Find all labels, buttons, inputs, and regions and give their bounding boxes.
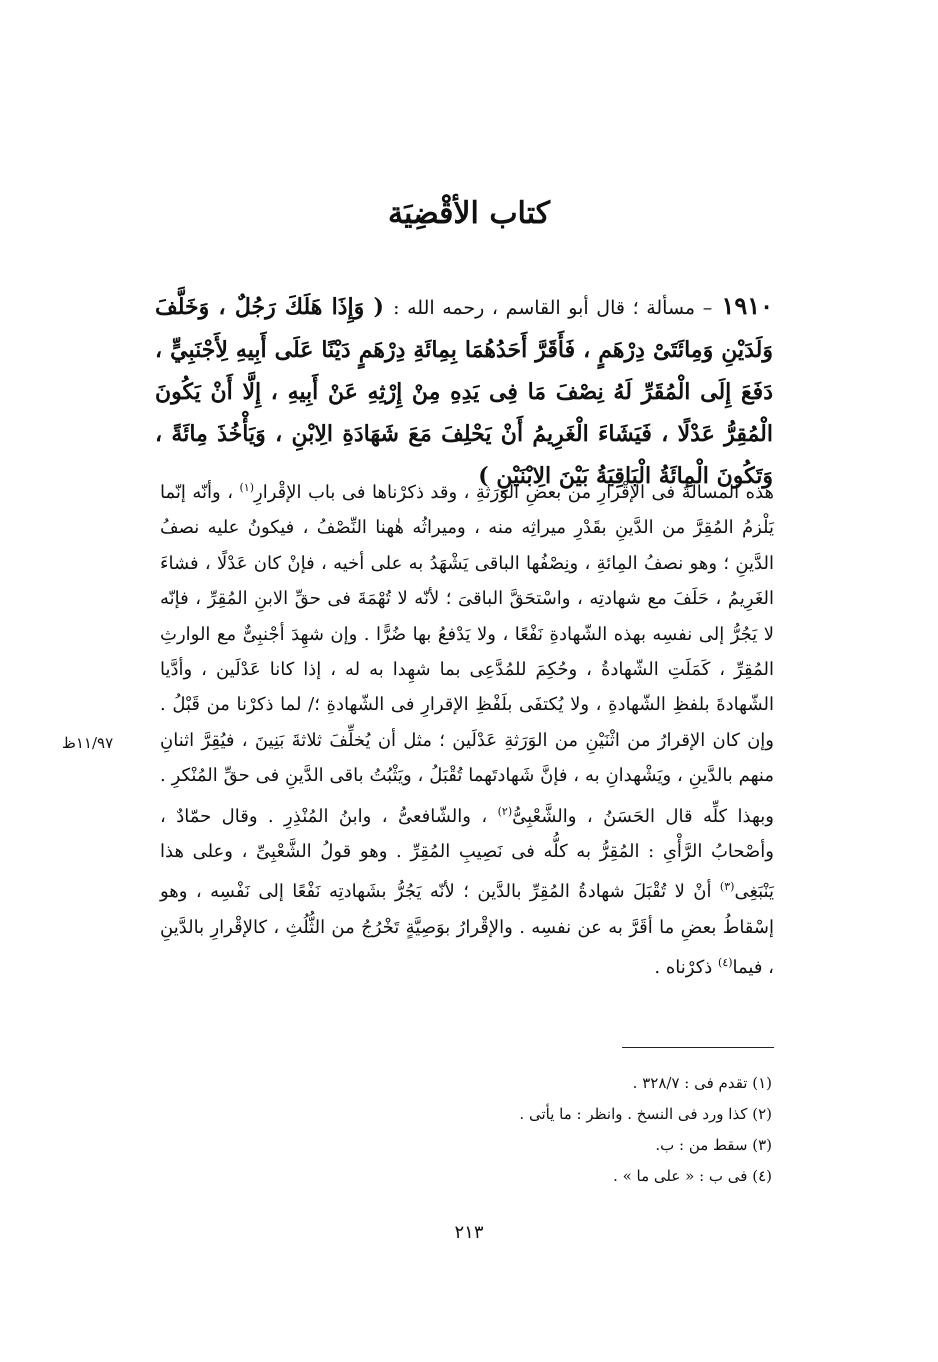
masala-paragraph [155, 285, 773, 497]
footnote-3: (٣) سقط من : ب. [655, 1136, 772, 1154]
footnotes [300, 1068, 772, 1192]
masala-number: ١٩١٠ [721, 291, 773, 320]
commentary-part-1: هذه المسألةُ فى الإقْرارِ من بعضِ الورَثةِ ، وقد ذكرْناها فى باب الإقْرارِ [254, 482, 775, 503]
footnote-ref-3: (٣) [719, 880, 735, 894]
footnote-divider [622, 1047, 774, 1048]
footnote-2: (٢) كذا ورد فى النسخ . وانظر : ما يأتى . [519, 1105, 772, 1123]
footnote-1: (١) تقدم فى : ٣٢٨/٧ . [632, 1074, 772, 1092]
commentary-part-4: أنْ لا تُقْبَلَ شهادةُ المُقِرِّ بالدَّين ؛ لأنّه يَجُرُّ بشَهادتِه نَفْعًا إلى نَفْسِه ، وهو إسْقاطُ بعضِ ما أقَرَّ به عن نفسِه . والإقْرارُ بوَصِيَّةٍ تَخْرُجُ من الثُّلُثِ ، كالإقْرارِ بالدَّينِ ، فيما [160, 881, 774, 979]
masala-intro: – مسألة ؛ قال أبو القاسم ، رحمه الله : [393, 297, 713, 319]
footnote-ref-2: (٢) [497, 804, 513, 818]
footnote-ref-4: (٤) [718, 956, 733, 970]
footnote-ref-1: (١) [239, 481, 255, 494]
manuscript-folio-note: ١١/٩٧ظ [62, 734, 114, 752]
commentary-paragraph [160, 470, 774, 986]
commentary-part-2: ، وأنّه إنّما يَلْزمُ المُقِرَّ من الدَّينِ بقَدْرِ ميراثِه منه ، وميراثُه هٰهنا النِّصْفُ ، فيكونُ عليه نصفُ الدَّينِ ؛ وهو نصفُ المِائةِ ، ونِصْفُها الباقى يَشْهَدُ به على أخيه ، فإنْ كان عَدْلًا ، فشاءَ الغَرِيمُ ، حَلَفَ مع شهادتِه ، واسْتحَقَّ الباقىَ ؛ لأنّه لا تُهْمَةَ فى حقِّ الابنِ المُقِرِّ ، فإنّه لا يَجُرُّ إلى نفسِه بهذه الشّهادةِ نَفْعًا ، ولا يَدْفعُ بها ضُرًّا . وإن شهِدَ أجْنبِىٌّ مع الوارثِ المُقِرِّ ، كَمَلَتِ الشّهادةُ ، وحُكِمَ للمُدَّعِى بما شهِدا به له ، إذا كانا عَدْلَين ، وأدَّيا الشّهادةَ بلفظِ الشّهادةِ ، ولا يُكتفَى بلَفْظِ الإقرارِ فى الشّهادةِ ؛/ لما ذكرْنا من قَبْلُ . وإن كان الإقرارُ من اثْنَيْنِ من الوَرَثةِ عَدْلَين ؛ مثل أن يُخلِّفَ ثلاثةَ بَنِينَ ، فيُقِرَّ اثنانِ منهم بالدَّينِ ، ويَشْهدانِ به ، فإنَّ شَهادتَهما تُقْبَلُ ، ويَثْبُتُ باقى الدَّينِ فى حقِّ المُنْكرِ . وبهذا كلِّه قال الحَسَنُ ، والشَّعْبِىُّ [160, 482, 774, 827]
page-number: ٢١٣ [454, 1222, 484, 1243]
commentary-part-3: ، والشّافعىُّ ، وابنُ المُنْذِرِ . وقال حمّادٌ ، وأصْحابُ الرَّأْىِ : المُقِرُّ به كلُّه فى نَصِيبِ المُقِرِّ . وهو قولُ الشَّعْبِىِّ ، وعلى هذا يَنْبَغِى [160, 805, 774, 903]
masala-quote: ( وَإِذَا هَلَكَ رَجُلٌ ، وَخَلَّفَ وَلَدَيْنِ وَمِائَتَىْ دِرْهَمٍ ، فَأَقَرَّ أَحَدُهُمَا بِمِائَةِ دِرْهَمٍ دَيْنًا عَلَى أَبِيهِ لِأَجْنَبِيٍّ ، دَفَعَ إِلَى الْمُقَرِّ لَهُ نِصْفَ مَا فِى يَدِهِ مِنْ إِرْثِهِ عَنْ أَبِيهِ ، إِلَّا أَنْ يَكُونَ الْمُقِرُّ عَدْلًا ، فَيَشَاءَ الْغَرِيمُ أَنْ يَحْلِفَ مَعَ شَهَادَةِ الِابْنِ ، وَيَأْخُذَ مِائَةً ، وَتَكُونَ الْمِائَةُ الْبَاقِيَةُ بَيْنَ الِابْنَيْنِ ) [155, 294, 773, 489]
commentary-part-5: ذكرْناه . [654, 957, 713, 979]
chapter-title: كتاب الأقْضِيَة [387, 196, 551, 231]
footnote-4: (٤) فى ب : « على ما » . [613, 1167, 772, 1185]
